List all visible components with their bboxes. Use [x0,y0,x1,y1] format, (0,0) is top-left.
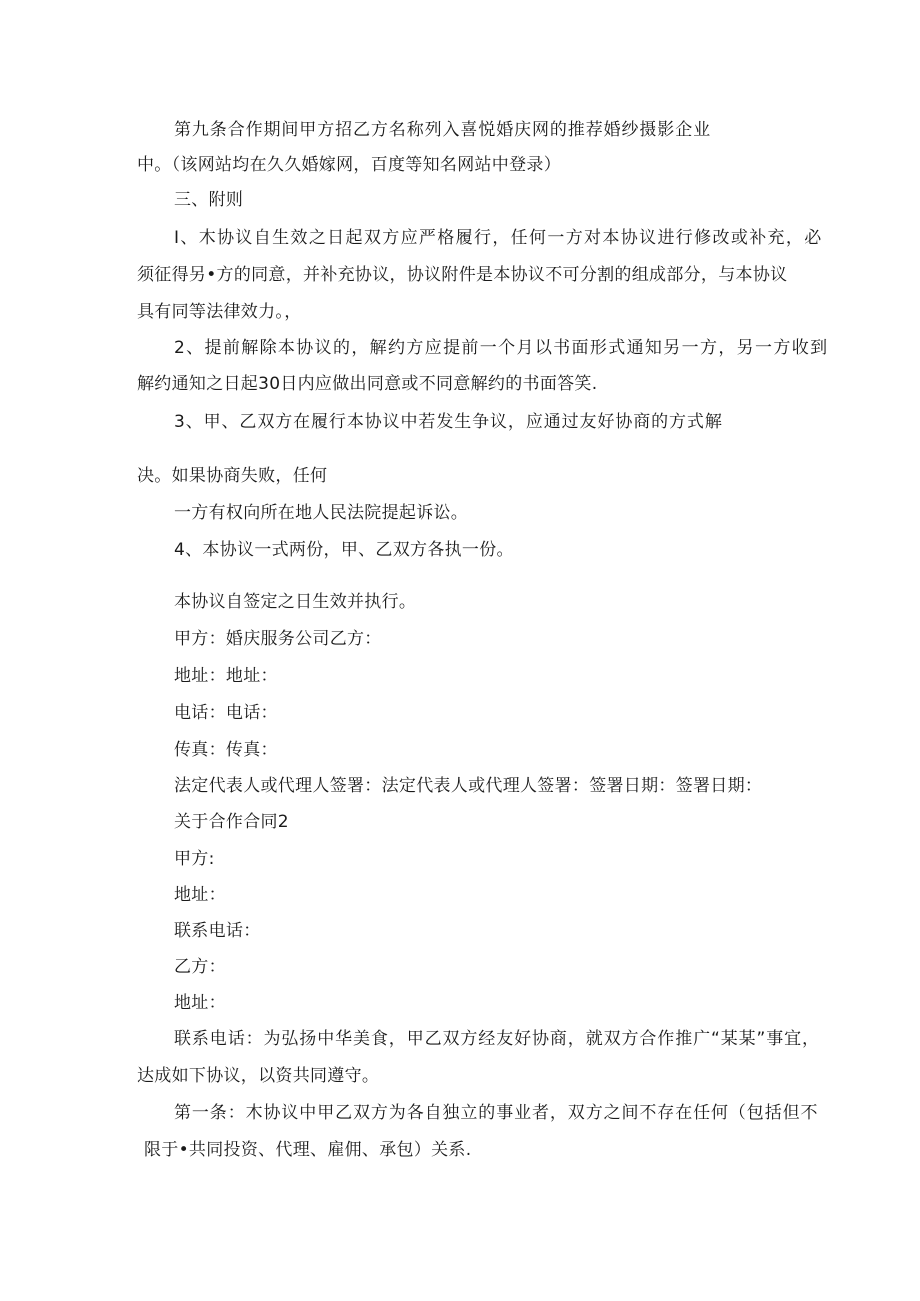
party-a-label: 甲方: [174,849,215,869]
paragraph-line: 须征得另•方的同意，并补充协议，协议附件是本协议不可分割的组成部分，与本协议 [137,265,788,285]
paragraph-line: 4、本协议一式两份，甲、乙双方各执一份。 [174,540,514,560]
paragraph-line: 2、提前解除本协议的，解约方应提前一个月以书面形式通知另一方，另一方收到 [174,338,829,358]
paragraph-line: 达成如下协议，以资共同遵守。 [137,1066,380,1086]
paragraph-line: 中。（该网站均在久久婚嫁网，百度等知名网站中登录） [137,155,561,175]
paragraph-line: 决。如果协商失败，任何 [137,466,328,486]
fax-line: 传真：传真： [174,740,278,760]
phone-label: 联系电话： [174,921,261,941]
paragraph-line: I、木协议自生效之日起双方应严格履行，任何一方对本协议进行修改或补充，必 [174,228,823,248]
paragraph-line: 联系电话：为弘扬中华美食，甲乙双方经友好协商，就双方合作推广“某某”事宜， [174,1029,820,1049]
party-b-label: 乙方： [174,957,226,977]
paragraph-line: 解约通知之日起30日内应做出同意或不同意解约的书面答笑. [137,374,598,394]
paragraph-line: 第一条：木协议中甲乙双方为各自独立的事业者，双方之间不存在任何（包括但不 [174,1103,819,1123]
address-label: 地址： [174,993,226,1013]
section-heading: 三、附则 [174,190,244,210]
paragraph-line: 一方有权向所在地人民法院提起诉讼。 [174,503,469,523]
paragraph-line: 3、甲、乙双方在履行本协议中若发生争议，应通过友好协商的方式解 [174,412,723,432]
paragraph-line: 限于•共同投资、代理、雇佣、承包）关系. [144,1140,472,1160]
paragraph-line: 第九条合作期间甲方招乙方名称列入喜悦婚庆网的推荐婚纱摄影企业 [174,120,711,140]
phone-line: 电话：电话： [174,703,278,723]
signature-line: 法定代表人或代理人签署：法定代表人或代理人签署：签署日期：签署日期： [174,776,763,796]
party-line: 甲方：婚庆服务公司乙方： [174,629,382,649]
paragraph-line: 本协议自签定之日生效并执行。 [174,592,417,612]
address-label: 地址： [174,885,226,905]
address-line: 地址：地址： [174,666,278,686]
paragraph-line: 具有同等法律效力。， [137,302,302,322]
contract-title: 关于合作合同2 [174,812,289,832]
